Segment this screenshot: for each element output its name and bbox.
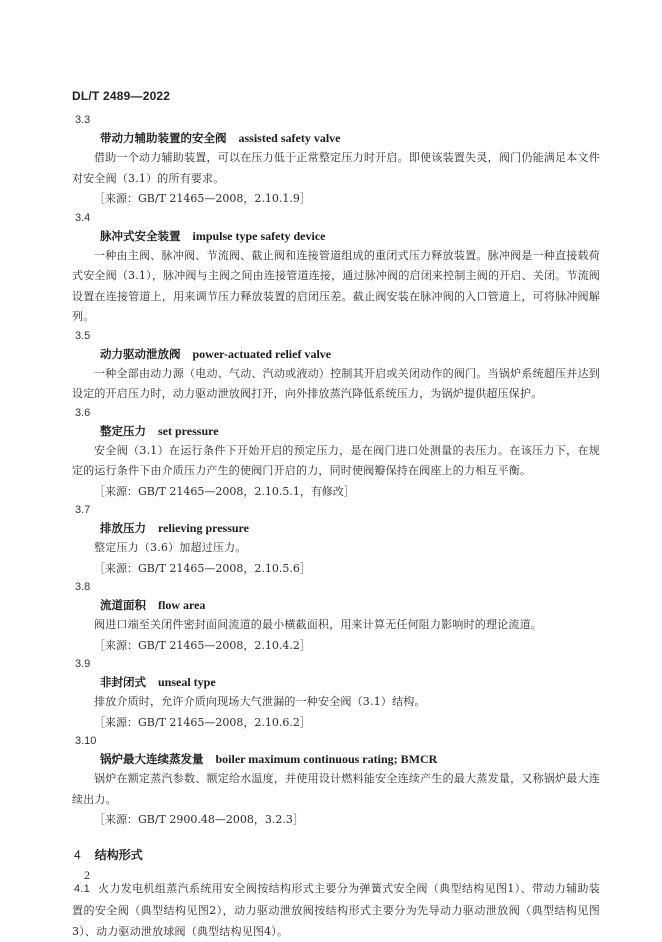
term-definition: 排放介质时，允许介质向现场大气泄漏的一种安全阀（3.1）结构。 [94, 695, 426, 708]
term-title-en: unseal type [158, 675, 216, 689]
term-title [100, 750, 600, 769]
term-title-en: assisted safety valve [238, 131, 341, 145]
term-title [100, 422, 600, 441]
term-title-en: impulse type safety device [192, 228, 326, 243]
term-title [100, 129, 600, 148]
term-number: 3.9 [75, 658, 91, 670]
term-title-en: set pressure [158, 423, 219, 438]
term-definition: 整定压力（3.6）加超过压力。 [94, 541, 247, 554]
term-title-cn: 带动力辅助装置的安全阀 [100, 131, 227, 145]
term-title [100, 596, 600, 615]
term-definition: 锅炉在额定蒸汽参数、额定给水温度，并使用设计燃料能安全连续产生的最大蒸发量，又称锅炉最大连续出力。 [72, 772, 600, 806]
term-title-en: flow area [158, 598, 206, 612]
term-title-cn: 整定压力 [100, 423, 146, 438]
clause-paragraph [72, 878, 600, 942]
term-entry [72, 502, 600, 579]
term-definition: 一种全部由动力源（电动、气动、汽动或液动）控制其开启或关闭动作的阀门。当锅炉系统超压并达到设定的开启压力时，动力驱动泄放阀打开，向外排放蒸汽降低系统压力，为锅炉提供超压保护。 [72, 366, 600, 400]
term-definition: 借助一个动力辅助装置，可以在压力低于正常整定压力时开启。即使该装置失灵，阀门仍能满足本文件对安全阀（3.1）的所有要求。 [72, 151, 600, 185]
term-definition: 一种由主阀、脉冲阀、节流阀、截止阀和连接管道组成的重闭式压力释放装置。脉冲阀是一种直接载荷式安全阀（3.1），脉冲阀与主阀之间由连接管道连接，通过脉冲阀的启闭来控制主阀的开启、关闭。节流阀设置在连接管道上，用来调节压力释放装置的启闭压差。截止阀安装在脉冲阀的入口管道上，可将脉冲阀解列。 [72, 248, 600, 323]
term-entry [72, 733, 600, 831]
term-title [100, 519, 600, 538]
section-heading [72, 844, 600, 866]
term-definition: 阀进口端至关闭件密封面间流道的最小横截面积，用来计算无任何阻力影响时的理论流道。 [94, 618, 542, 631]
term-source: ［来源：GB/T 21465—2008，2.10.5.1，有修改］ [94, 484, 355, 498]
section-title: 结构形式 [94, 847, 143, 862]
term-number: 3.8 [75, 581, 91, 593]
clause-text: 火力发电机组蒸汽系统用安全阀按结构形式主要分为弹簧式安全阀（典型结构见图1）、带动力辅助装置的安全阀（典型结构见图2），动力驱动泄放阀按结构形式主要分为先导动力驱动泄放阀（典型结构见图3）、动力驱动泄放球阀（典型结构见图4）。 [72, 881, 600, 938]
term-title-cn: 流道面积 [100, 598, 146, 612]
term-title-cn: 锅炉最大连续蒸发量 [100, 752, 204, 766]
term-source: ［来源：GB/T 21465—2008，2.10.1.9］ [94, 192, 311, 205]
term-entry [72, 656, 600, 733]
term-entry [72, 405, 600, 503]
clause-number: 4.1 [74, 882, 90, 895]
term-title [100, 345, 600, 364]
term-title-cn: 排放压力 [100, 521, 146, 535]
page-number: 2 [84, 868, 90, 882]
terms-content [72, 112, 600, 942]
term-source: ［来源：GB/T 21465—2008，2.10.4.2］ [94, 638, 311, 652]
term-number: 3.4 [75, 211, 91, 224]
term-title-cn: 动力驱动泄放阀 [100, 346, 181, 361]
term-title-en: relieving pressure [158, 521, 249, 535]
term-number: 3.3 [75, 114, 91, 126]
term-title [100, 673, 600, 692]
term-entry [72, 579, 600, 656]
term-source: ［来源：GB/T 2900.48—2008，3.2.3］ [94, 813, 304, 826]
term-source: ［来源：GB/T 21465—2008，2.10.6.2］ [94, 715, 311, 729]
term-title-en: boiler maximum continuous rating; BMCR [215, 752, 438, 766]
term-source: ［来源：GB/T 21465—2008，2.10.5.6］ [94, 561, 311, 575]
section-number: 4 [74, 847, 81, 862]
term-title [100, 227, 600, 246]
term-number: 3.10 [75, 735, 97, 747]
term-definition: 安全阀（3.1）在运行条件下开始开启的预定压力，是在阀门进口处测量的表压力。在该压力下，在规定的运行条件下由介质压力产生的使阀门开启的力，同时使阀瓣保持在阀座上的力相互平衡。 [72, 443, 600, 477]
term-entry [72, 112, 600, 210]
document-number: DL/T 2489—2022 [72, 89, 171, 103]
term-title-en: power-actuated relief valve [192, 346, 332, 361]
term-number: 3.7 [75, 504, 91, 516]
term-entry [72, 210, 600, 328]
term-number: 3.6 [75, 406, 91, 419]
term-number: 3.5 [75, 329, 91, 342]
term-title-cn: 脉冲式安全装置 [100, 228, 181, 243]
term-entry [72, 328, 600, 405]
term-title-cn: 非封闭式 [100, 675, 146, 689]
